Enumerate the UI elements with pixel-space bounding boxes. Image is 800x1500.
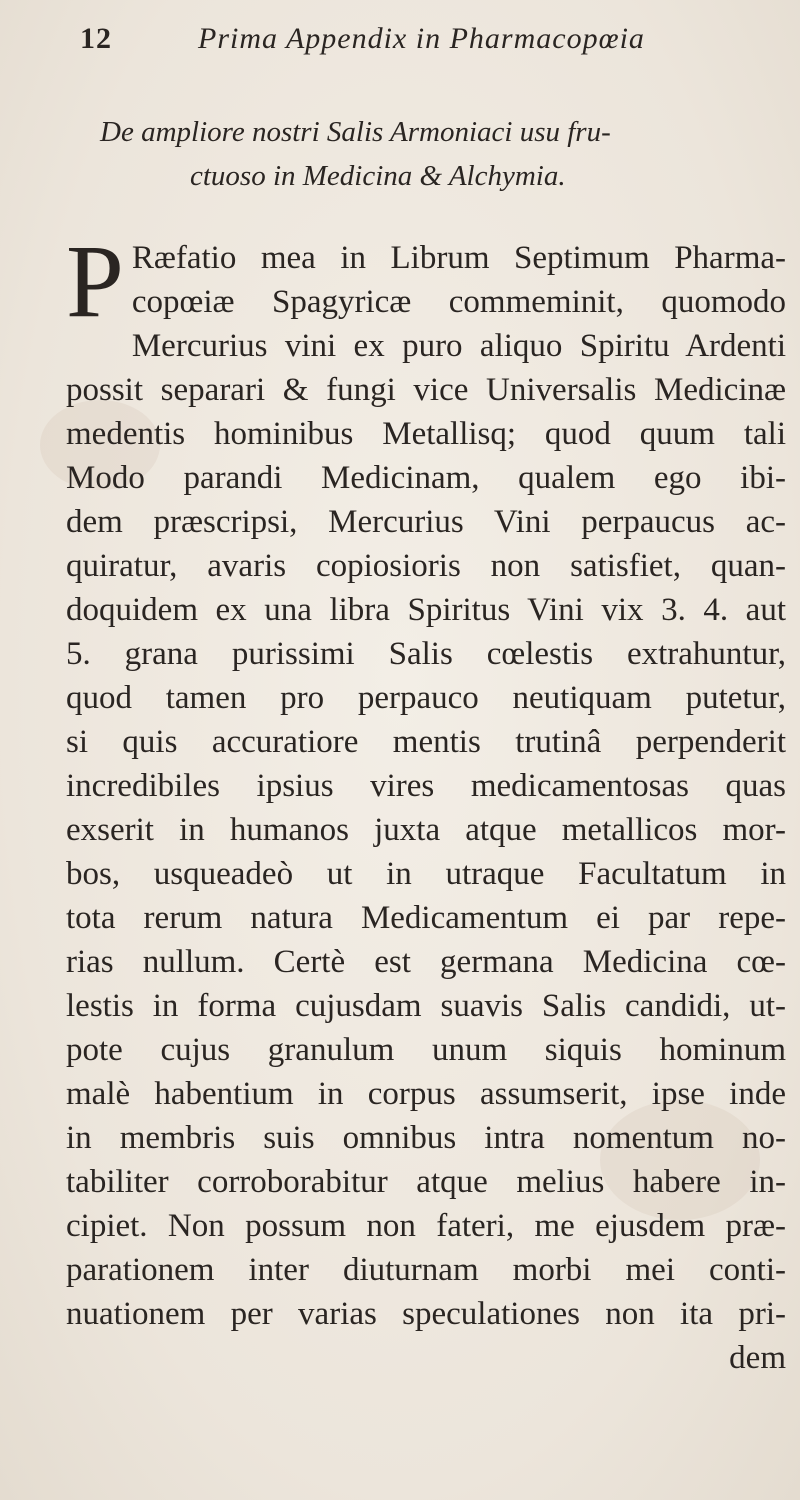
- text-line: parationem inter diuturnam morbi mei conti-: [66, 1252, 786, 1288]
- text-line: malè habentium in corpus assumserit, ipse inde: [66, 1076, 786, 1112]
- text-line: rias nullum. Certè est germana Medicina cœ-: [66, 944, 786, 980]
- body-text: [66, 224, 786, 1380]
- text-line: exserit in humanos juxta atque metallicos mor-: [66, 812, 786, 848]
- text-line: copœiæ Spagyricæ commeminit, quomodo: [131, 284, 786, 320]
- section-heading: [100, 110, 740, 198]
- section-heading-line: ctuoso in Medicina & Alchymia.: [190, 160, 566, 192]
- text-line: dem præscripsi, Mercurius Vini perpaucus ac-: [66, 504, 786, 540]
- text-line: medentis hominibus Metallisq; quod quum tali: [66, 416, 786, 452]
- text-line: cipiet. Non possum non fateri, me ejusdem præ-: [66, 1208, 786, 1244]
- text-line: quod tamen pro perpauco neutiquam putetur,: [66, 680, 786, 716]
- text-line: quiratur, avaris copiosioris non satisfiet, quan-: [66, 548, 786, 584]
- text-line: tabiliter corroborabitur atque melius habere in-: [66, 1164, 786, 1200]
- drop-cap: P: [66, 224, 124, 339]
- section-heading-line: De ampliore nostri Salis Armoniaci usu fru-: [100, 116, 611, 148]
- text-line: possit separari & fungi vice Universalis Medicinæ: [66, 372, 786, 408]
- text-line: bos, usqueadeò ut in utraque Facultatum in: [66, 856, 786, 892]
- catchword: dem: [729, 1340, 786, 1376]
- text-line: Ræfatio mea in Librum Septimum Pharma-: [131, 240, 786, 276]
- text-line: 5. grana purissimi Salis cœlestis extrahuntur,: [66, 636, 786, 672]
- text-line: nuationem per varias speculationes non ita pri-: [66, 1296, 786, 1332]
- text-line: tota rerum natura Medicamentum ei par repe-: [66, 900, 786, 936]
- text-line: Mercurius vini ex puro aliquo Spiritu Ardenti: [131, 328, 786, 364]
- text-line: lestis in forma cujusdam suavis Salis candidi, ut-: [66, 988, 786, 1024]
- text-line: in membris suis omnibus intra nomentum no-: [66, 1120, 786, 1156]
- text-line: si quis accuratiore mentis trutinâ perpenderit: [66, 724, 786, 760]
- page-number: 12: [80, 22, 112, 55]
- running-title: Prima Appendix in Pharmacopœia: [198, 22, 645, 55]
- text-line: incredibiles ipsius vires medicamentosas quas: [66, 768, 786, 804]
- text-line: pote cujus granulum unum siquis hominum: [66, 1032, 786, 1068]
- running-header: [80, 22, 720, 72]
- text-line: doquidem ex una libra Spiritus Vini vix 3. 4. aut: [66, 592, 786, 628]
- text-line: Modo parandi Medicinam, qualem ego ibi-: [66, 460, 786, 496]
